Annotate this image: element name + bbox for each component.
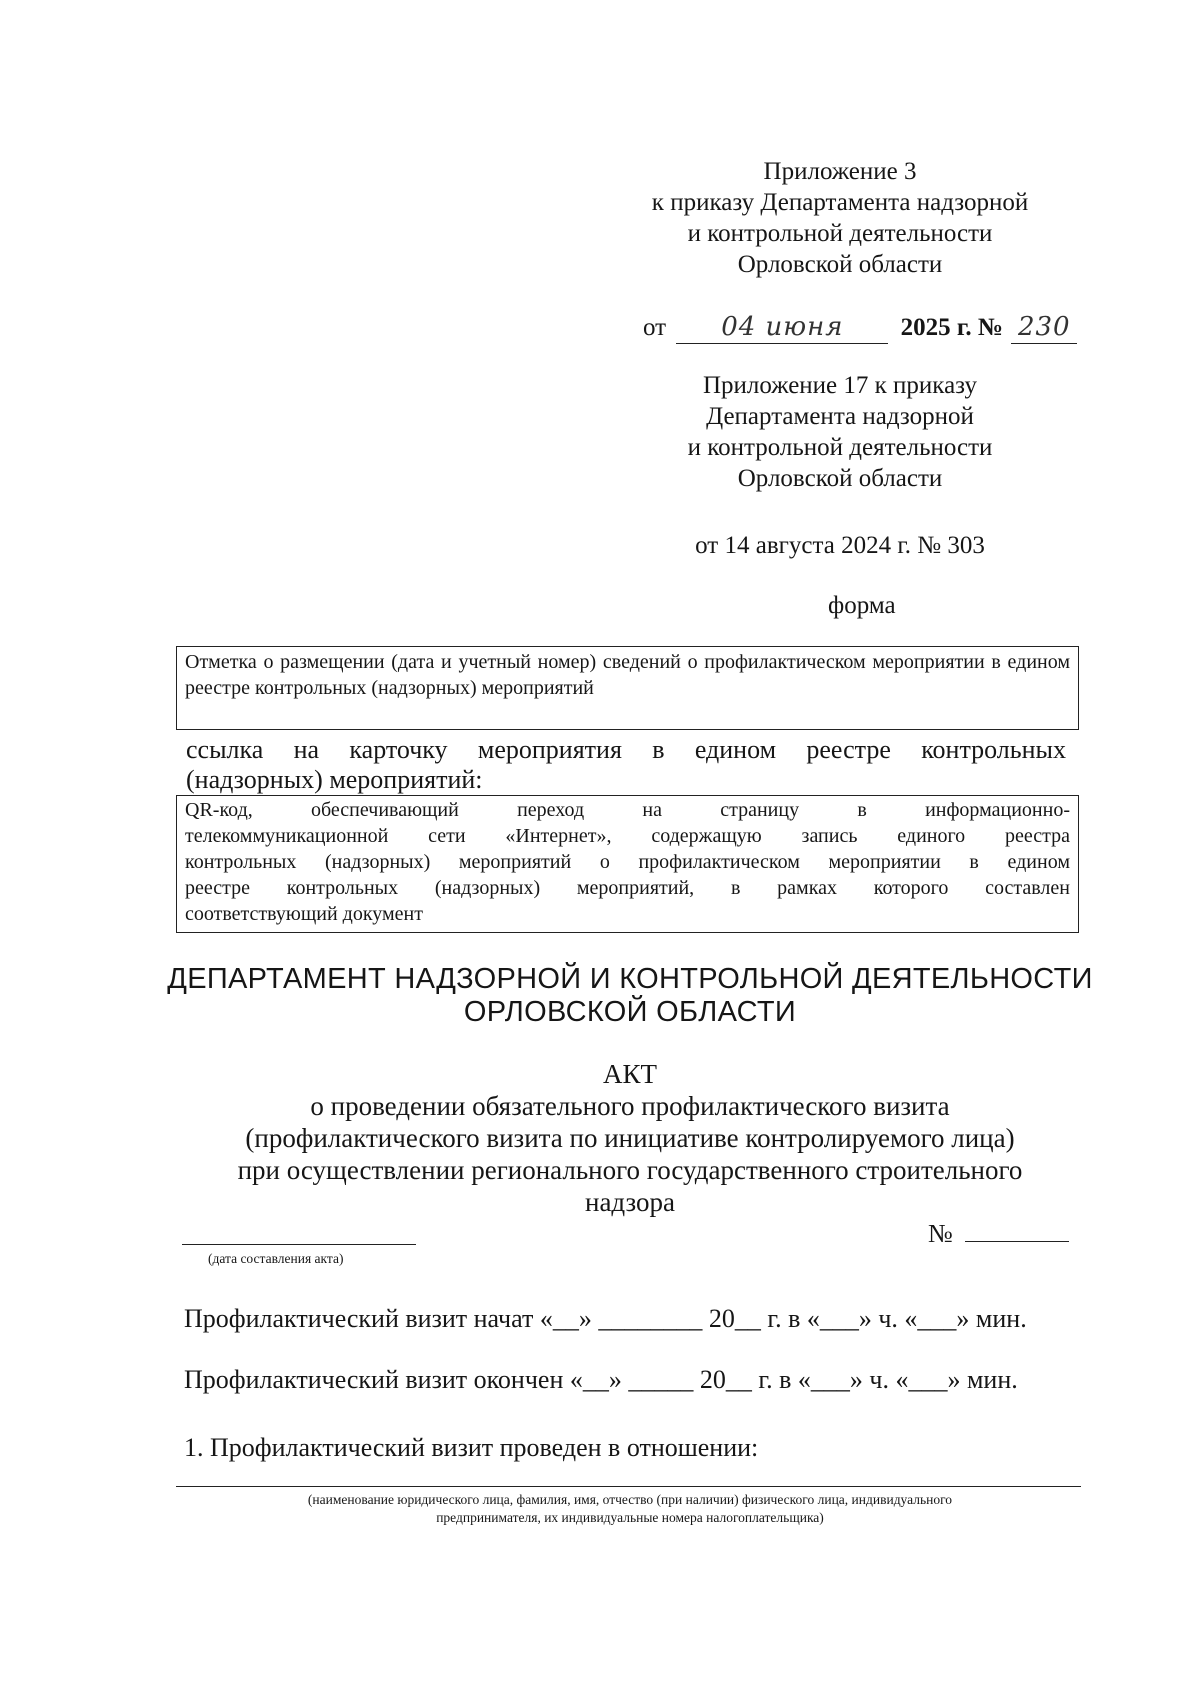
appendix3-line4: Орловской области: [737, 251, 943, 278]
qr-box-line1: QR-код, обеспечивающий переход на страницу в информационно-: [185, 799, 1070, 821]
year-label: 2025 г. №: [900, 314, 1004, 341]
visit-end-line: Профилактический визит окончен «__» _____ 20__ г. в «___» ч. «___» мин.: [184, 1365, 1018, 1394]
qr-box-line3: контрольных (надзорных) мероприятий о профилактическом мероприятии в едином: [185, 851, 1070, 873]
department-heading: [130, 963, 1130, 1029]
appendix17-date: от 14 августа 2024 г. № 303: [695, 532, 985, 559]
link-label-line1: ссылка на карточку мероприятия в едином реестре контрольных: [186, 735, 1066, 764]
act-date-caption: (дата составления акта): [208, 1251, 344, 1266]
appendix3-title: Приложение 3: [763, 158, 917, 185]
act-number-label: №: [928, 1219, 953, 1248]
act-number: [928, 1218, 1069, 1250]
number-field: [1011, 312, 1077, 344]
department-line1: ДЕПАРТАМЕНТ НАДЗОРНОЙ И КОНТРОЛЬНОЙ ДЕЯТЕЛЬНОСТИ: [167, 963, 1093, 995]
qr-box-line2: телекоммуникационной сети «Интернет», содержащую запись единого реестра: [185, 825, 1070, 847]
appendix3-line3: и контрольной деятельности: [687, 220, 993, 247]
link-label: [186, 735, 1066, 795]
date-handwritten: 04 июня: [721, 312, 844, 342]
link-label-line2: (надзорных) мероприятий:: [186, 765, 483, 794]
qr-box-line5: соответствующий документ: [185, 903, 423, 925]
appendix17-line2: Департамента надзорной: [706, 403, 974, 430]
appendix17-line3: и контрольной деятельности: [687, 434, 993, 461]
section1-caption-line2: предпринимателя, их индивидуальные номера налогоплательщика): [436, 1510, 824, 1525]
form-label: форма: [828, 592, 896, 619]
section1-caption: [150, 1491, 1110, 1527]
act-block: [130, 1058, 1130, 1218]
qr-box: [176, 795, 1079, 933]
appendix3-date-line: [643, 312, 1077, 344]
act-line4: надзора: [585, 1187, 675, 1217]
act-title: АКТ: [603, 1059, 657, 1089]
act-line3: при осуществлении регионального государственного строительного: [237, 1155, 1023, 1185]
registry-box-text: Отметка о размещении (дата и учетный номер) сведений о профилактическом мероприятии в едином реестре контрольных (надзорных) мероприятий: [185, 651, 1070, 699]
from-label: от: [643, 314, 667, 341]
number-handwritten: 230: [1017, 312, 1071, 342]
appendix3-block: [640, 156, 1040, 280]
qr-box-line4: реестре контрольных (надзорных) мероприятий, в рамках которого составлен: [185, 877, 1070, 899]
section1-fill-line: [176, 1486, 1081, 1487]
act-line1: о проведении обязательного профилактического визита: [310, 1091, 950, 1121]
section1-caption-line1: (наименование юридического лица, фамилия, имя, отчество (при наличии) физического лица, индивидуального: [307, 1492, 953, 1507]
appendix3-line2: к приказу Департамента надзорной: [651, 189, 1029, 216]
section1-heading: 1. Профилактический визит проведен в отношении:: [184, 1433, 759, 1462]
act-number-field: [965, 1241, 1069, 1242]
act-line2: (профилактического визита по инициативе контролируемого лица): [245, 1123, 1015, 1153]
appendix17-line1: Приложение 17 к приказу: [702, 372, 978, 399]
appendix17-line4: Орловской области: [737, 465, 943, 492]
date-field: [676, 312, 888, 344]
department-line2: ОРЛОВСКОЙ ОБЛАСТИ: [463, 996, 797, 1028]
appendix17-block: [640, 370, 1040, 494]
visit-start-line: Профилактический визит начат «__» ________ 20__ г. в «___» ч. «___» мин.: [184, 1304, 1027, 1333]
act-date-line: [182, 1244, 416, 1245]
registry-box: [176, 646, 1079, 730]
